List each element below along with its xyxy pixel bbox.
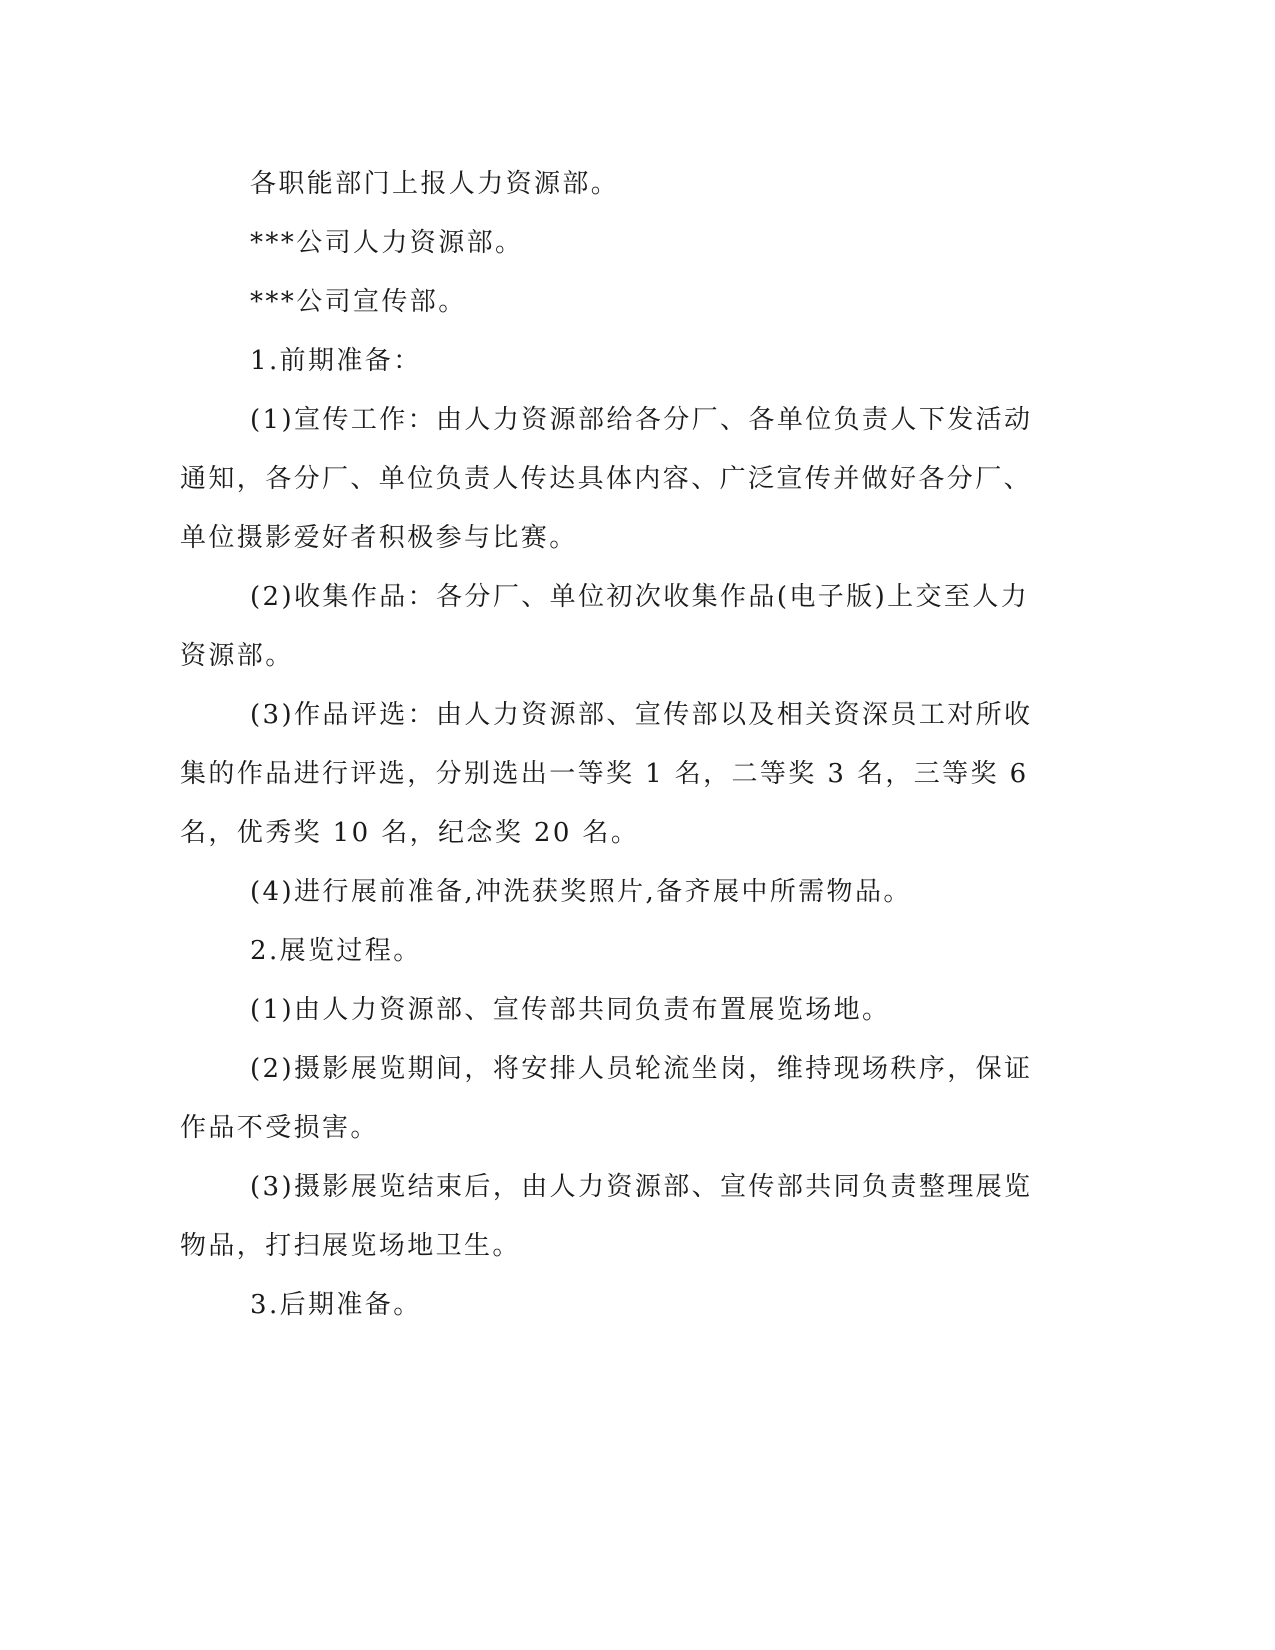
paragraph-publicity-department: ***公司宣传部。 bbox=[250, 287, 467, 317]
paragraph-hr-department: ***公司人力资源部。 bbox=[250, 228, 524, 258]
paragraph-venue-setup: (1)由人力资源部、宣传部共同负责布置展览场地。 bbox=[250, 995, 891, 1025]
heading-exhibition-process: 2.展览过程。 bbox=[250, 936, 422, 966]
paragraph-collect-works: (2)收集作品：各分厂、单位初次收集作品(电子版)上交至人力资源部。 bbox=[180, 582, 1030, 671]
document-body bbox=[180, 155, 1035, 1335]
heading-post-preparation: 3.后期准备。 bbox=[250, 1290, 422, 1320]
paragraph-report-to-hr: 各职能部门上报人力资源部。 bbox=[250, 169, 620, 199]
paragraph-on-duty: (2)摄影展览期间，将安排人员轮流坐岗，维持现场秩序，保证作品不受损害。 bbox=[180, 1054, 1033, 1143]
paragraph-evaluate-works: (3)作品评选：由人力资源部、宣传部以及相关资深员工对所收集的作品进行评选，分别选出一等奖 1 名，二等奖 3 名，三等奖 6 名，优秀奖 10 名，纪念奖 20 名。 bbox=[180, 700, 1033, 848]
paragraph-publicity-work: (1)宣传工作：由人力资源部给各分厂、各单位负责人下发活动通知，各分厂、单位负责人传达具体内容、广泛宣传并做好各分厂、单位摄影爱好者积极参与比赛。 bbox=[180, 405, 1033, 553]
heading-preparation: 1.前期准备： bbox=[250, 346, 422, 376]
paragraph-cleanup: (3)摄影展览结束后，由人力资源部、宣传部共同负责整理展览物品，打扫展览场地卫生。 bbox=[180, 1172, 1033, 1261]
paragraph-pre-exhibition: (4)进行展前准备,冲洗获奖照片,备齐展中所需物品。 bbox=[250, 877, 912, 907]
